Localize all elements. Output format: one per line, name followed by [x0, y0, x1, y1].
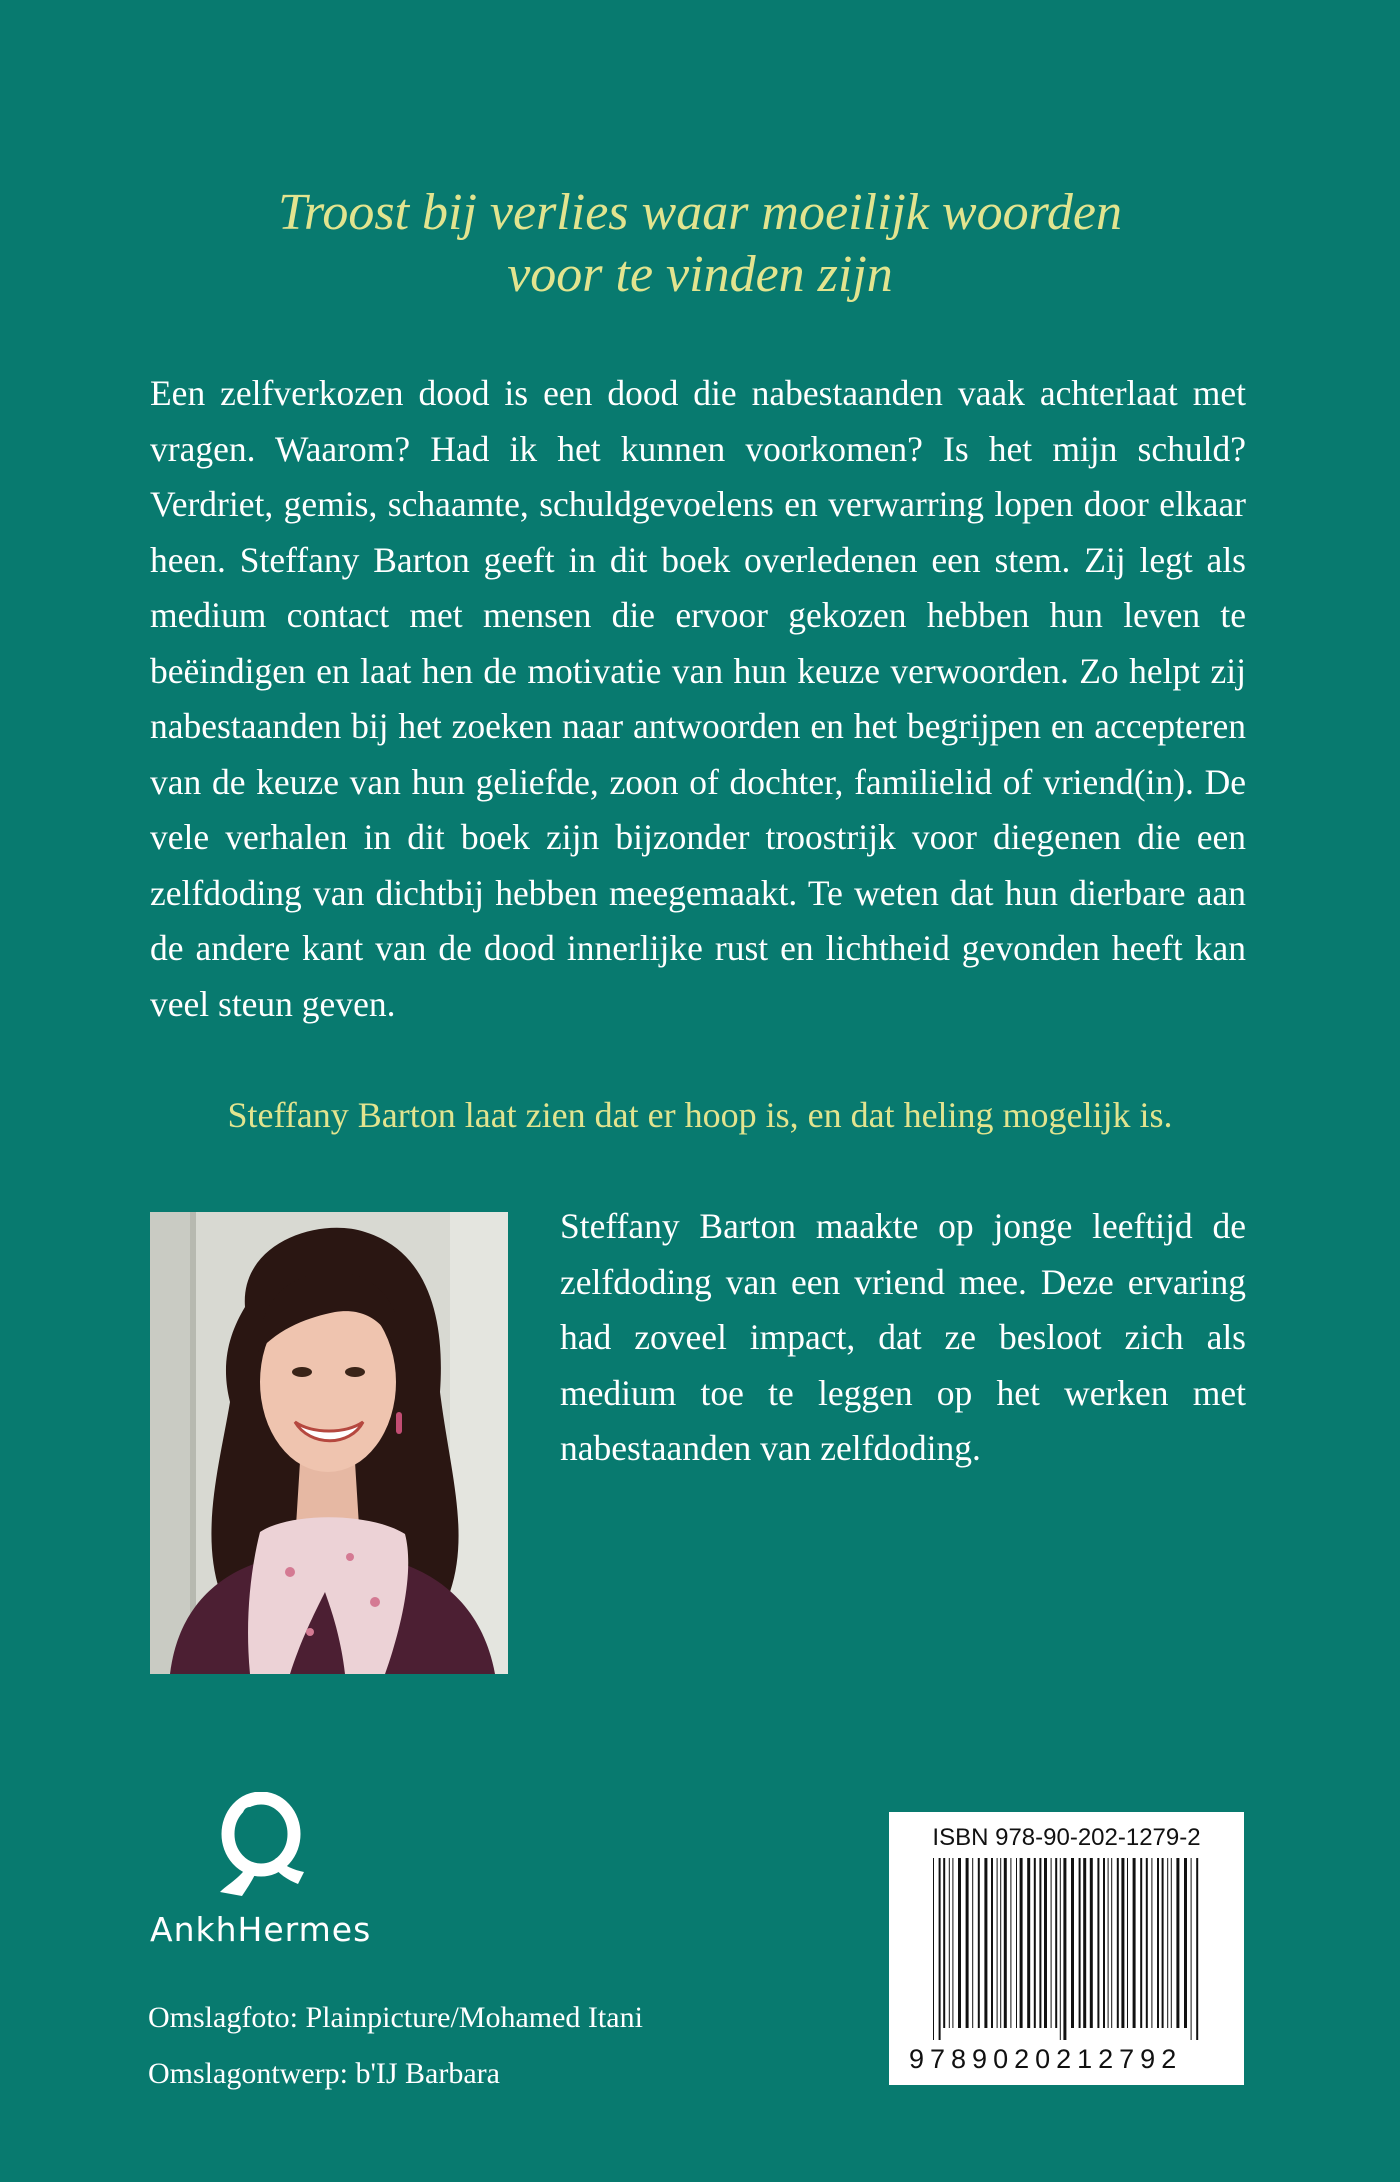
- publisher-name: AnkhHermes: [150, 1910, 372, 1949]
- author-photo: [150, 1212, 508, 1674]
- ankh-logo-icon: [150, 1792, 390, 1902]
- barcode-digits: 9789020212792: [909, 2044, 1183, 2074]
- tagline-line-1: Troost bij verlies waar moeilijk woorden: [277, 184, 1123, 241]
- isbn-label: ISBN 978-90-202-1279-2: [932, 1824, 1201, 1851]
- tagline-line-2: voor te vinden zijn: [507, 246, 893, 303]
- author-bio: Steffany Barton maakte op jonge leeftijd de zelfdoding van een vriend mee. Deze ervaring had zoveel impact, dat ze besloot zich als medium toe te leggen op het werken met nabestaanden van zelfdoding.: [560, 1206, 1246, 1468]
- isbn-barcode: [889, 1812, 1244, 2085]
- tagline: [150, 182, 1250, 306]
- highlight-quote: Steffany Barton laat zien dat er hoop is, en dat heling mogelijk is.: [227, 1095, 1173, 1135]
- photo-credit: Omslagfoto: Plainpicture/Mohamed Itani: [148, 2001, 643, 2034]
- book-description: Een zelfverkozen dood is een dood die nabestaanden vaak achterlaat met vragen. Waarom? Had ik het kunnen voorkomen? Is het mijn schuld? Verdriet, gemis, schaamte, schuldgevoelens en verwarring lopen door elkaar heen. Steffany Barton geeft in dit boek overledenen een stem. Zij legt als medium contact met mensen die ervoor gekozen hebben hun leven te beëindigen en laat hen de motivatie van hun keuze verwoorden. Zo helpt zij nabestaanden bij het zoeken naar antwoorden en het begrijpen en accepteren van de keuze van hun geliefde, zoon of dochter, familielid of vriend(in). De vele verhalen in dit boek zijn bijzonder troostrijk voor diegenen die een zelfdoding van dichtbij hebben meegemaakt. Te weten dat hun dierbare aan de andere kant van de dood innerlijke rust en lichtheid gevonden heeft kan veel steun geven.: [150, 373, 1246, 1024]
- design-credit: Omslagontwerp: b'IJ Barbara: [148, 2057, 500, 2090]
- barcode-bars-icon: [933, 1858, 1203, 2040]
